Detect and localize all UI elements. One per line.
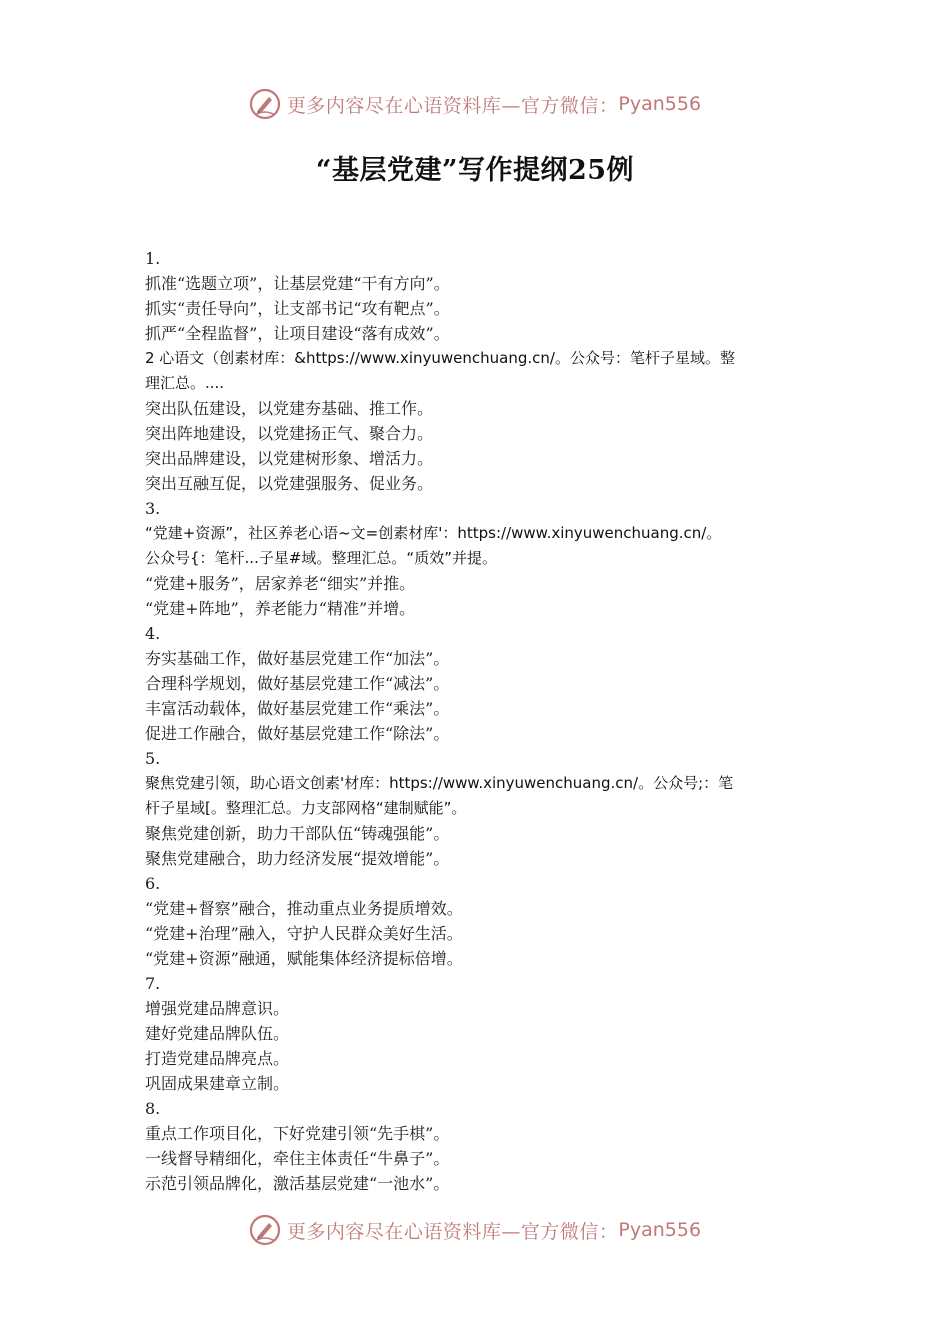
text-line: 增强党建品牌意识。 <box>145 999 290 1018</box>
text-line: 理汇总。.... <box>145 374 225 392</box>
text-line: 5. <box>145 749 161 768</box>
text-line: 突出队伍建设，以党建夯基础、推工作。 <box>145 399 434 418</box>
pen-logo-icon <box>249 1214 281 1246</box>
text-line: 8. <box>145 1099 161 1118</box>
banner-text: 更多内容尽在心语资料库—官方微信： <box>286 1220 619 1243</box>
footer-banner <box>0 1210 950 1250</box>
text-line: 突出阵地建设，以党建扬正气、聚合力。 <box>145 424 434 443</box>
text-line: 示范引领品牌化，激活基层党建“一池水”。 <box>145 1174 450 1193</box>
pen-logo-icon <box>249 88 281 120</box>
text-line: 3. <box>145 499 161 518</box>
text-line: 聚焦党建创新，助力干部队伍“铸魂强能”。 <box>145 824 450 843</box>
text-line: 公众号{：笔杆...子星#域。整理汇总。“质效”并提。 <box>145 549 497 567</box>
banner-text: 更多内容尽在心语资料库—官方微信： <box>286 94 619 117</box>
text-line: “党建+督察”融合，推动重点业务提质增效。 <box>145 899 463 918</box>
text-line: 突出品牌建设，以党建树形象、增活力。 <box>145 449 434 468</box>
text-line: “党建+资源”融通，赋能集体经济提标倍增。 <box>145 949 463 968</box>
document-body <box>145 246 815 1196</box>
text-line: 建好党建品牌队伍。 <box>145 1024 290 1043</box>
text-line: 促进工作融合，做好基层党建工作“除法”。 <box>145 724 450 743</box>
text-line: 突出互融互促，以党建强服务、促业务。 <box>145 474 434 493</box>
text-line: 丰富活动载体，做好基层党建工作“乘法”。 <box>145 699 450 718</box>
text-line: 7. <box>145 974 161 993</box>
text-line: 重点工作项目化，下好党建引领“先手棋”。 <box>145 1124 450 1143</box>
text-line: 合理科学规划，做好基层党建工作“减法”。 <box>145 674 450 693</box>
banner-wechat-handle: Pyan556 <box>618 1219 702 1241</box>
text-line: “党建+阵地”，养老能力“精准”并增。 <box>145 599 416 618</box>
header-banner <box>0 84 950 124</box>
text-line: 聚焦党建融合，助力经济发展“提效增能”。 <box>145 849 450 868</box>
text-line: 一线督导精细化，牵住主体责任“牛鼻子”。 <box>145 1149 450 1168</box>
text-line: 夯实基础工作，做好基层党建工作“加法”。 <box>145 649 450 668</box>
text-line: 2 心语文（创素材库：&https://www.xinyuwenchuang.cn/。公众号：笔杆子星域。整 <box>145 349 735 367</box>
text-line: 1. <box>145 249 161 268</box>
text-line: “党建+治理”融入，守护人民群众美好生活。 <box>145 924 463 943</box>
text-line: “党建+资源”，社区养老心语~文=创素材库'：https://www.xinyuwenchuang.cn/。 <box>145 524 722 542</box>
text-line: 聚焦党建引领，助心语文创素'材库：https://www.xinyuwenchuang.cn/。公众号;：笔 <box>145 774 734 792</box>
text-line: 杆子星域[。整理汇总。力支部网格“建制赋能”。 <box>145 799 467 817</box>
text-line: 打造党建品牌亮点。 <box>145 1049 290 1068</box>
text-line: “党建+服务”，居家养老“细实”并推。 <box>145 574 416 593</box>
banner-wechat-handle: Pyan556 <box>618 93 702 115</box>
document-title: “基层党建”写作提纲25例 <box>315 155 635 186</box>
text-line: 抓实“责任导向”，让支部书记“攻有靶点”。 <box>145 299 450 318</box>
text-line: 巩固成果建章立制。 <box>145 1074 290 1093</box>
text-line: 抓严“全程监督”，让项目建设“落有成效”。 <box>145 324 450 343</box>
text-line: 4. <box>145 624 161 643</box>
text-line: 6. <box>145 874 161 893</box>
text-line: 抓准“选题立项”，让基层党建“干有方向”。 <box>145 274 450 293</box>
